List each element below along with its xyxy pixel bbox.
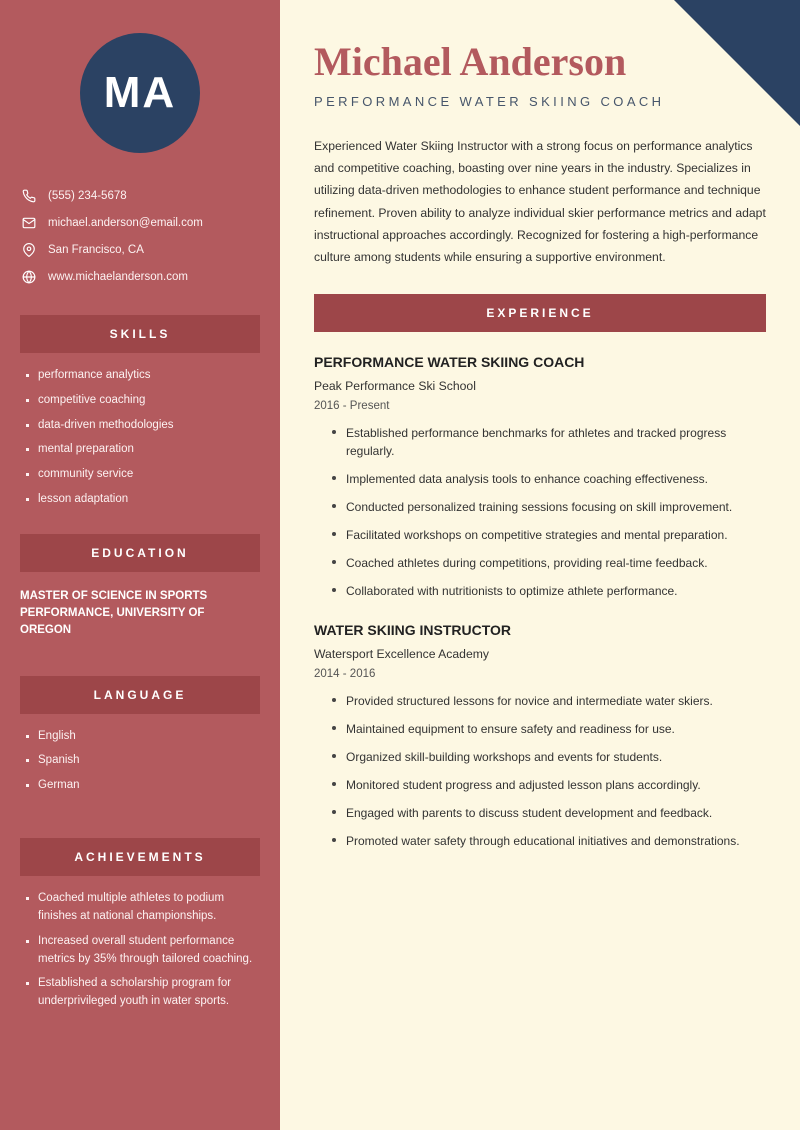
contact-item-phone[interactable] [22,189,280,203]
contact-text-website: www.michaelanderson.com [48,271,188,283]
list-item: German [26,777,258,795]
achievements-list [0,890,280,1011]
list-item: Established performance benchmarks for athletes and tracked progress regularly. [332,424,766,460]
sidebar-section-heading-education: EDUCATION [20,534,260,572]
list-item: Monitored student progress and adjusted lesson plans accordingly. [332,776,766,794]
sidebar-section-heading-language: LANGUAGE [20,676,260,714]
list-item: community service [26,466,258,484]
list-item: Increased overall student performance metrics by 35% through tailored coaching. [26,933,258,969]
contact-text-location: San Francisco, CA [48,244,144,256]
list-item: Spanish [26,752,258,770]
contact-text-email: michael.anderson@email.com [48,217,203,229]
job-dates: 2016 - Present [314,400,390,413]
spacer [0,820,280,838]
job-company: Peak Performance Ski School [314,379,476,394]
skills-list [0,367,280,509]
list-item: performance analytics [26,367,258,385]
sidebar-section-heading-achievements: ACHIEVEMENTS [20,838,260,876]
job-title: WATER SKIING INSTRUCTOR [314,622,512,639]
spacer [0,802,280,820]
list-item: Conducted personalized training sessions focusing on skill improvement. [332,498,766,516]
location-pin-icon [22,243,48,257]
list-item: data-driven methodologies [26,417,258,435]
list-item: Provided structured lessons for novice and intermediate water skiers. [332,692,766,710]
envelope-icon [22,216,48,230]
contact-list [0,189,280,284]
list-item: Maintained equipment to ensure safety and readiness for use. [332,720,766,738]
job-title: PERFORMANCE WATER SKIING COACH [314,354,585,371]
list-item: Implemented data analysis tools to enhance coaching effectiveness. [332,470,766,488]
list-item: Engaged with parents to discuss student development and feedback. [332,804,766,822]
language-list [0,728,280,795]
sidebar [0,0,280,1130]
contact-text-phone: (555) 234-5678 [48,190,127,202]
list-item: Collaborated with nutritionists to optimize athlete performance. [332,582,766,600]
job-bullet-list [314,692,766,850]
experience-entry-1 [314,354,766,600]
list-item: Facilitated workshops on competitive strategies and mental preparation. [332,526,766,544]
spacer [0,297,280,315]
list-item: competitive coaching [26,392,258,410]
job-company: Watersport Excellence Academy [314,647,489,662]
list-item: Coached athletes during competitions, providing real-time feedback. [332,554,766,572]
list-item: English [26,728,258,746]
list-item: Coached multiple athletes to podium finishes at national championships. [26,890,258,926]
list-item: lesson adaptation [26,491,258,509]
phone-icon [22,189,48,203]
experience-entry-2 [314,622,766,850]
contact-item-email[interactable] [22,216,280,230]
education-degree: MASTER OF SCIENCE IN SPORTS PERFORMANCE, UNIVERSITY OF OREGON [20,589,208,637]
contact-item-location[interactable] [22,243,280,257]
avatar: MA [80,33,200,153]
profile-summary: Experienced Water Skiing Instructor with a strong focus on performance analytics and competitive coaching, boasting over nine years in the industry. Specializes in utilizing data-driven methodologies to enhance student performance and technique refinement. Proven ability to analyze individual skier performance metrics and adapt instructional approaches accordingly. Recognized for fostering a high-performance culture among students while ensuring a supportive environment. [314,139,766,265]
contact-item-website[interactable] [22,270,280,284]
list-item: Organized skill-building workshops and events for students. [332,748,766,766]
spacer [0,640,280,658]
list-item: mental preparation [26,441,258,459]
avatar-wrapper [0,0,280,153]
sidebar-section-heading-skills: SKILLS [20,315,260,353]
job-dates: 2014 - 2016 [314,668,376,681]
list-item: Promoted water safety through educational initiatives and demonstrations. [332,832,766,850]
spacer [0,516,280,534]
globe-icon [22,270,48,284]
page-title: Michael Anderson [314,39,627,84]
job-role-subtitle: PERFORMANCE WATER SKIING COACH [314,94,665,109]
job-bullet-list [314,424,766,600]
spacer [0,658,280,676]
main-content [280,0,800,1130]
section-heading-experience: EXPERIENCE [314,294,766,332]
list-item: Established a scholarship program for underprivileged youth in water sports. [26,975,258,1011]
